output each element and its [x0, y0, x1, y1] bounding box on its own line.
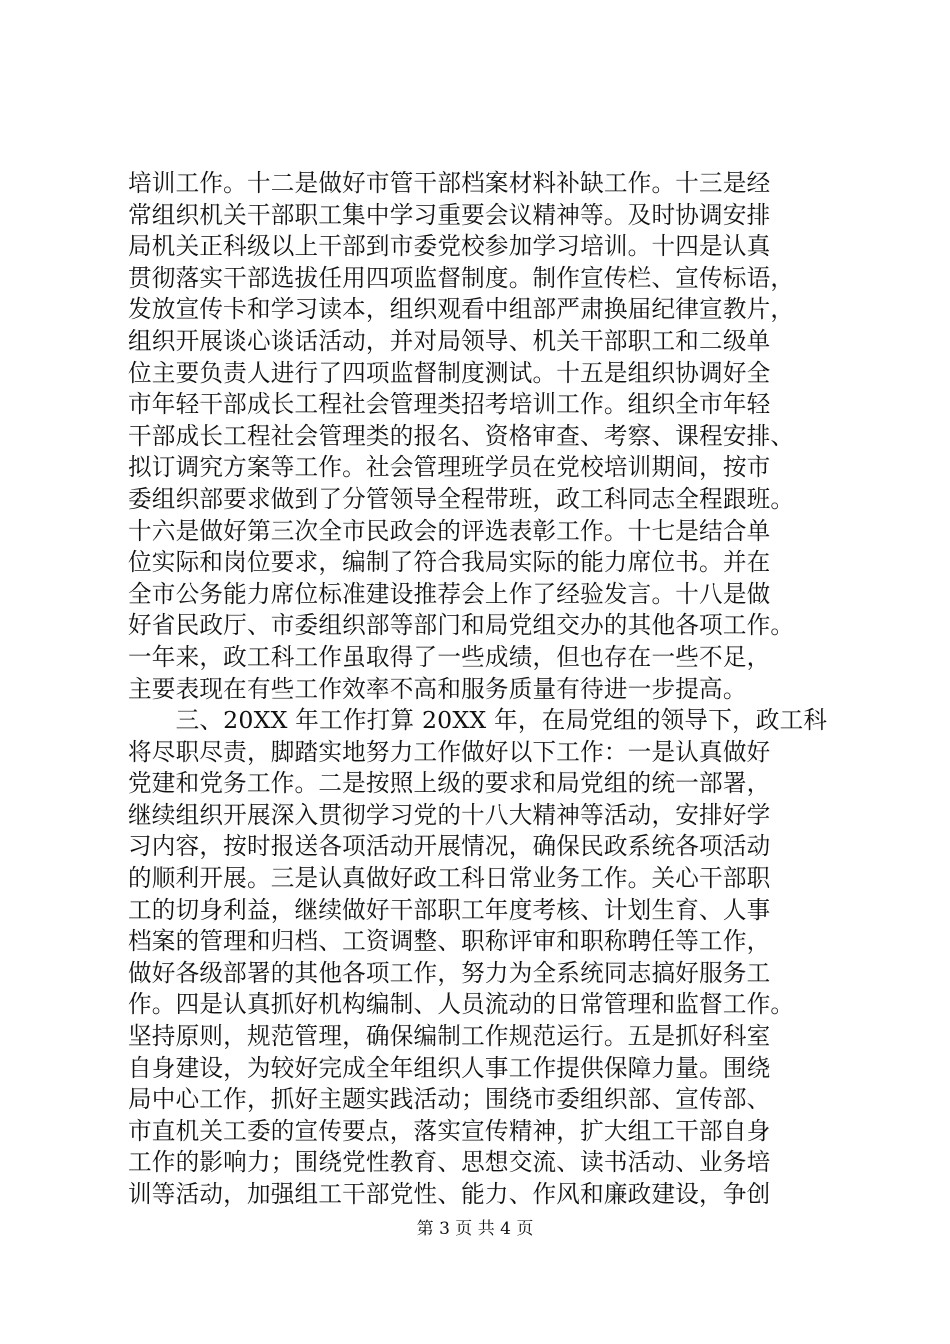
text-line: 局中心工作，抓好主题实践活动；围绕市委组织部、宣传部、 — [128, 1085, 771, 1114]
text-line: 做好各级部署的其他各项工作，努力为全系统同志搞好服务工 — [128, 958, 771, 987]
text-line: 常组织机关干部职工集中学习重要会议精神等。及时协调安排 — [128, 200, 771, 229]
text-line: 将尽职尽责，脚踏实地努力工作做好以下工作：一是认真做好 — [128, 737, 771, 766]
page-number-footer: 第 3 页 共 4 页 — [416, 1219, 534, 1239]
text-line: 位主要负责人进行了四项监督制度测试。十五是组织协调好全 — [128, 358, 771, 387]
text-line: 的顺利开展。三是认真做好政工科日常业务工作。关心干部职 — [128, 864, 771, 893]
text-line: 一年来，政工科工作虽取得了一些成绩，但也存在一些不足， — [128, 642, 771, 671]
text-line: 组织开展谈心谈话活动，并对局领导、机关干部职工和二级单 — [128, 326, 771, 355]
text-line: 市直机关工委的宣传要点，落实宣传精神，扩大组工干部自身 — [128, 1116, 771, 1145]
text-line: 市年轻干部成长工程社会管理类招考培训工作。组织全市年轻 — [128, 390, 771, 419]
text-line: 档案的管理和归档、工资调整、职称评审和职称聘任等工作， — [128, 927, 771, 956]
text-line: 工的切身利益，继续做好干部职工年度考核、计划生育、人事 — [128, 895, 771, 924]
text-line: 作。四是认真抓好机构编制、人员流动的日常管理和监督工作。 — [128, 990, 795, 1019]
text-line: 习内容，按时报送各项活动开展情况，确保民政系统各项活动 — [128, 832, 771, 861]
text-line: 发放宣传卡和学习读本，组织观看中组部严肃换届纪律宣教片， — [128, 295, 795, 324]
text-line: 坚持原则，规范管理，确保编制工作规范运行。五是抓好科室 — [128, 1022, 771, 1051]
text-line: 主要表现在有些工作效率不高和服务质量有待进一步提高。 — [128, 674, 747, 703]
section-heading-line: 三、20XX 年工作打算 20XX 年，在局党组的领导下，政工科 — [128, 706, 828, 735]
text-line: 干部成长工程社会管理类的报名、资格审查、考察、课程安排、 — [128, 421, 795, 450]
text-line: 位实际和岗位要求，编制了符合我局实际的能力席位书。并在 — [128, 548, 771, 577]
text-line: 全市公务能力席位标准建设推荐会上作了经验发言。十八是做 — [128, 579, 771, 608]
text-line: 自身建设，为较好完成全年组织人事工作提供保障力量。围绕 — [128, 1053, 771, 1082]
text-line: 十六是做好第三次全市民政会的评选表彰工作。十七是结合单 — [128, 516, 771, 545]
body-text — [128, 168, 844, 1211]
text-line: 贯彻落实干部选拔任用四项监督制度。制作宣传栏、宣传标语， — [128, 263, 795, 292]
text-line: 继续组织开展深入贯彻学习党的十八大精神等活动，安排好学 — [128, 800, 771, 829]
text-line: 好省民政厅、市委组织部等部门和局党组交办的其他各项工作。 — [128, 611, 795, 640]
text-line: 培训工作。十二是做好市管干部档案材料补缺工作。十三是经 — [128, 169, 771, 197]
text-line: 局机关正科级以上干部到市委党校参加学习培训。十四是认真 — [128, 232, 771, 261]
text-line: 工作的影响力；围绕党性教育、思想交流、读书活动、业务培 — [128, 1148, 771, 1177]
text-line: 训等活动，加强组工干部党性、能力、作风和廉政建设，争创 — [128, 1180, 771, 1208]
text-line: 党建和党务工作。二是按照上级的要求和局党组的统一部署， — [128, 769, 771, 798]
text-line: 拟订调究方案等工作。社会管理班学员在党校培训期间，按市 — [128, 453, 771, 482]
text-line: 委组织部要求做到了分管领导全程带班，政工科同志全程跟班。 — [128, 484, 795, 513]
